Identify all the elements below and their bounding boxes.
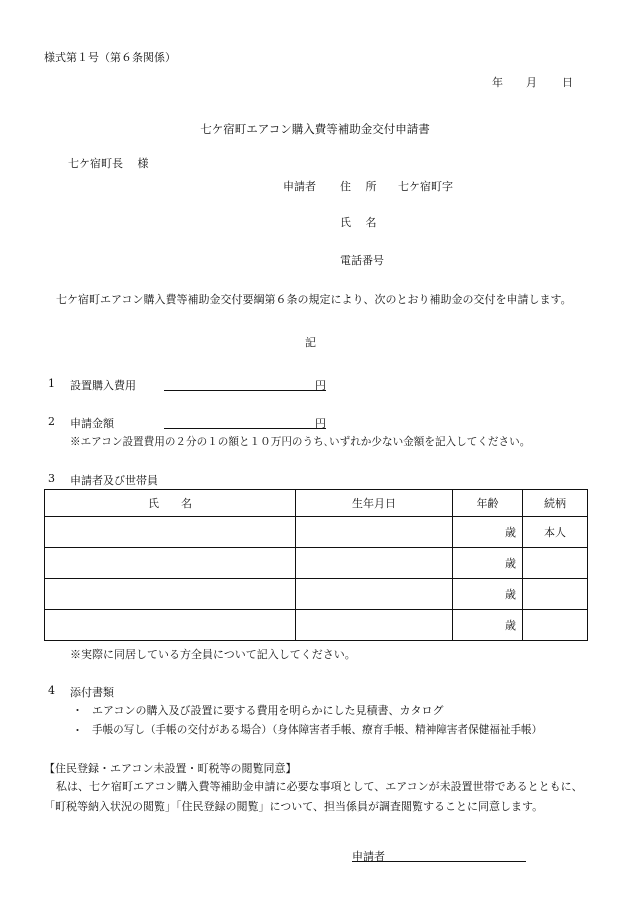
address-value: 七ケ宿町字 (398, 180, 453, 193)
name-cell[interactable] (45, 517, 296, 548)
bullet-dot-icon: ・ (72, 724, 83, 737)
item4-label: 添付書類 (70, 686, 114, 699)
attachment-item: エアコンの購入及び設置に要する費用を明らかにした見積書、カタログ (92, 704, 444, 717)
item1-unit: 円 (315, 379, 326, 392)
document-title: 七ケ宿町エアコン購入費等補助金交付申請書 (200, 122, 430, 136)
item3-label: 申請者及び世帯員 (70, 474, 158, 487)
address-label: 住 所 (340, 180, 377, 193)
item2-unit: 円 (315, 417, 326, 430)
birthdate-cell[interactable] (296, 579, 453, 610)
table-header-row (45, 490, 588, 517)
signature-line[interactable] (352, 861, 526, 862)
age-cell[interactable]: 歳 (453, 548, 523, 579)
addressee: 七ケ宿町長 様 (68, 157, 149, 170)
age-cell[interactable]: 歳 (453, 517, 523, 548)
item3-note: ※実際に同居している方全員について記入してください。 (70, 648, 356, 661)
attachment-item: 手帳の写し（手帳の交付がある場合）（身体障害者手帳、療育手帳、精神障害者保健福祉手帳） (92, 724, 543, 736)
household-table (44, 489, 588, 641)
ki-mark: 記 (305, 336, 316, 349)
header-name: 氏 名 (45, 490, 296, 517)
header-relation: 続柄 (523, 490, 588, 517)
item1-number: 1 (48, 377, 55, 390)
name-cell[interactable] (45, 548, 296, 579)
item4-number: 4 (48, 684, 55, 697)
item1-underline (164, 390, 326, 391)
table-row (45, 517, 588, 548)
consent-heading: 【住民登録・エアコン未設置・町税等の閲覧同意】 (44, 762, 297, 775)
signature-label: 申請者 (352, 850, 385, 863)
phone-label: 電話番号 (340, 254, 384, 267)
age-cell[interactable]: 歳 (453, 610, 523, 641)
age-cell[interactable]: 歳 (453, 579, 523, 610)
item2-note: ※エアコン設置費用の２分の１の額と１０万円のうち､いずれか少ない金額を記入してください。 (70, 436, 531, 448)
bullet-dot-icon: ・ (72, 704, 83, 717)
birthdate-cell[interactable] (296, 610, 453, 641)
item1-label: 設置購入費用 (70, 379, 136, 392)
header-age: 年齢 (453, 490, 523, 517)
name-cell[interactable] (45, 579, 296, 610)
birthdate-cell[interactable] (296, 548, 453, 579)
item2-number: 2 (48, 415, 55, 428)
intro-paragraph: 七ケ宿町エアコン購入費等補助金交付要綱第６条の規定により、次のとおり補助金の交付を申請します。 (56, 293, 572, 306)
item2-label: 申請金額 (70, 417, 114, 430)
relation-cell[interactable] (523, 610, 588, 641)
name-label: 氏 名 (340, 216, 377, 229)
applicant-label: 申請者 (283, 180, 316, 193)
item2-underline (164, 428, 326, 429)
table-row (45, 548, 588, 579)
date-month-label: 月 (526, 76, 537, 89)
date-day-label: 日 (562, 76, 573, 89)
header-birthdate: 生年月日 (296, 490, 453, 517)
item3-number: 3 (48, 472, 55, 485)
table-row (45, 579, 588, 610)
form-number: 様式第１号（第６条関係） (44, 51, 176, 64)
consent-paragraph: 私は、七ケ宿町エアコン購入費等補助金申請に必要な事項として、エアコンが未設置世帯であるとともに、「町税等納入状況の閲覧」「住民登録の閲覧」について、担当係員が調査閲覧することに同意します。 (44, 780, 583, 813)
name-cell[interactable] (45, 610, 296, 641)
relation-cell[interactable]: 本人 (523, 517, 588, 548)
date-year-label: 年 (492, 76, 503, 89)
birthdate-cell[interactable] (296, 517, 453, 548)
relation-cell[interactable] (523, 548, 588, 579)
relation-cell[interactable] (523, 579, 588, 610)
table-row (45, 610, 588, 641)
